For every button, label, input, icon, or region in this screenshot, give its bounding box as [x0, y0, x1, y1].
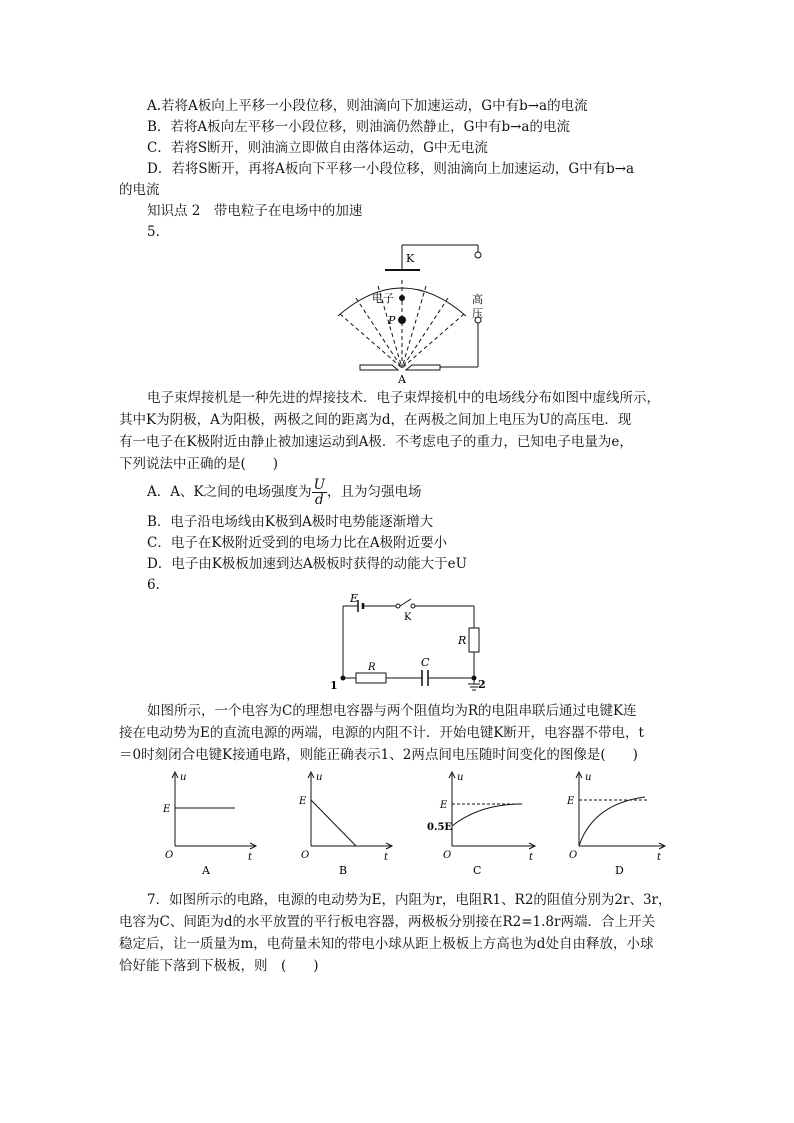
q5-stem-4: 下列说法中正确的是( ) — [119, 456, 279, 472]
q7-stem-1: 7．如图所示的电路，电源的电动势为E，内阻为r，电阻R1、R2的阻值分别为2r、3r， — [147, 892, 672, 908]
q5-stem-2: 其中K为阴极，A为阳极，两极之间的距离为d，在两极之间加上电压为U的高压电．现 — [119, 412, 632, 428]
q5-option-a-pre: A．A、K之间的电场强度为 — [147, 484, 312, 500]
q4-option-b: B．若将A板向左平移一小段位移，则油滴仍然静止，G中有b→a的电流 — [147, 119, 570, 135]
q5-option-d: D．电子由K极板加速到达A极板时获得的动能大于eU — [147, 556, 468, 572]
q5-label-hv-2: 压 — [472, 307, 483, 320]
q6-stem-3: ＝0时刻闭合电键K接通电路，则能正确表示1、2两点间电压随时间变化的图像是( ) — [119, 747, 638, 763]
q4-option-d: D．若将S断开，再将A板向下平移一小段位移，则油滴向上加速运动，G中有b→a — [147, 161, 635, 177]
q6-number: 6. — [147, 577, 160, 593]
q5-label-electron: 电子 — [372, 292, 394, 305]
q5-number: 5. — [147, 224, 160, 240]
q6-graph-d — [565, 768, 675, 878]
q6-label-c: C — [421, 656, 430, 669]
q6-stem-1: 如图所示，一个电容为C的理想电容器与两个阻值均为R的电阻串联后通过电键K连 — [147, 703, 637, 719]
graph-b-x-label: t — [384, 852, 389, 863]
graph-a-e-label: E — [163, 804, 171, 815]
section-title: 知识点 2 带电粒子在电场中的加速 — [147, 203, 363, 219]
graph-a-y-label: u — [180, 772, 187, 783]
q5-option-c: C．电子在K极附近受到的电场力比在A极附近要小 — [147, 535, 448, 551]
q6-stem-2: 接在电动势为E的直流电源的两端，电源的内阻不计．开始电键K断开，电容器不带电，t — [119, 725, 644, 741]
q5-option-a — [147, 474, 421, 510]
q6-graph-c — [425, 768, 545, 878]
graph-d-x-label: t — [657, 852, 662, 863]
graph-c-origin: O — [443, 850, 452, 861]
q5-label-p: P — [388, 314, 396, 327]
graph-b-origin: O — [301, 850, 310, 861]
graph-c-half-label: 0.5E — [427, 822, 453, 833]
q6-circuit — [328, 592, 498, 696]
graph-d-origin: O — [569, 850, 578, 861]
q6-graph-a — [160, 768, 260, 878]
q6-label-2: 2 — [478, 678, 486, 691]
q5-label-a: A — [398, 373, 406, 385]
q5-stem-3: 有一电子在K极附近由静止被加速运动到A极．不考虑电子的重力，已知电子电量为e， — [119, 434, 633, 450]
q4-option-c: C．若将S断开，则油滴立即做自由落体运动，G中无电流 — [147, 140, 488, 156]
graph-d-e-label: E — [567, 796, 575, 807]
q5-figure — [330, 240, 500, 385]
q6-label-r-right: R — [458, 634, 467, 647]
q4-option-a: A.若将A板向上平移一小段位移，则油滴向下加速运动，G中有b→a的电流 — [147, 98, 588, 114]
graph-d-caption: D — [615, 864, 624, 877]
q5-label-k: K — [406, 252, 415, 265]
q5-stem-1: 电子束焊接机是一种先进的焊接技术．电子束焊接机中的电场线分布如图中虚线所示， — [147, 390, 660, 406]
q6-label-k: K — [404, 612, 412, 623]
graph-c-e-label: E — [440, 800, 448, 811]
graph-b-caption: B — [339, 864, 348, 877]
q6-label-1: 1 — [330, 679, 338, 692]
graph-b-y-label: u — [316, 772, 323, 783]
graph-a-origin: O — [165, 850, 174, 861]
q4-option-d-cont: 的电流 — [119, 182, 160, 198]
q5-option-b: B．电子沿电场线由K极到A极时电势能逐渐增大 — [147, 514, 434, 530]
q5-fraction-den: d — [314, 492, 324, 508]
q5-fraction-num: U — [313, 477, 325, 493]
q6-label-e: E — [350, 592, 359, 605]
q6-label-r-bottom: R — [368, 662, 376, 673]
q5-option-a-post: ，且为匀强电场 — [326, 484, 422, 500]
q7-stem-4: 恰好能下落到下极板，则 ( ) — [119, 958, 319, 974]
graph-a-x-label: t — [248, 852, 253, 863]
graph-c-x-label: t — [529, 852, 534, 863]
graph-c-y-label: u — [457, 772, 464, 783]
graph-a-caption: A — [202, 864, 210, 877]
graph-c-caption: C — [473, 864, 482, 877]
graph-b-e-label: E — [299, 796, 307, 807]
graph-d-y-label: u — [585, 772, 592, 783]
q7-stem-3: 稳定后，让一质量为m，电荷量未知的带电小球从距上极板上方高也为d处自由释放，小球 — [119, 936, 654, 952]
q5-fraction — [312, 478, 327, 507]
q7-stem-2: 电容为C、间距为d的水平放置的平行板电容器，两极板分别接在R2=1.8r两端．合上开关 — [119, 914, 655, 930]
q6-graph-b — [298, 768, 398, 878]
q5-label-hv-1: 高 — [472, 293, 483, 306]
